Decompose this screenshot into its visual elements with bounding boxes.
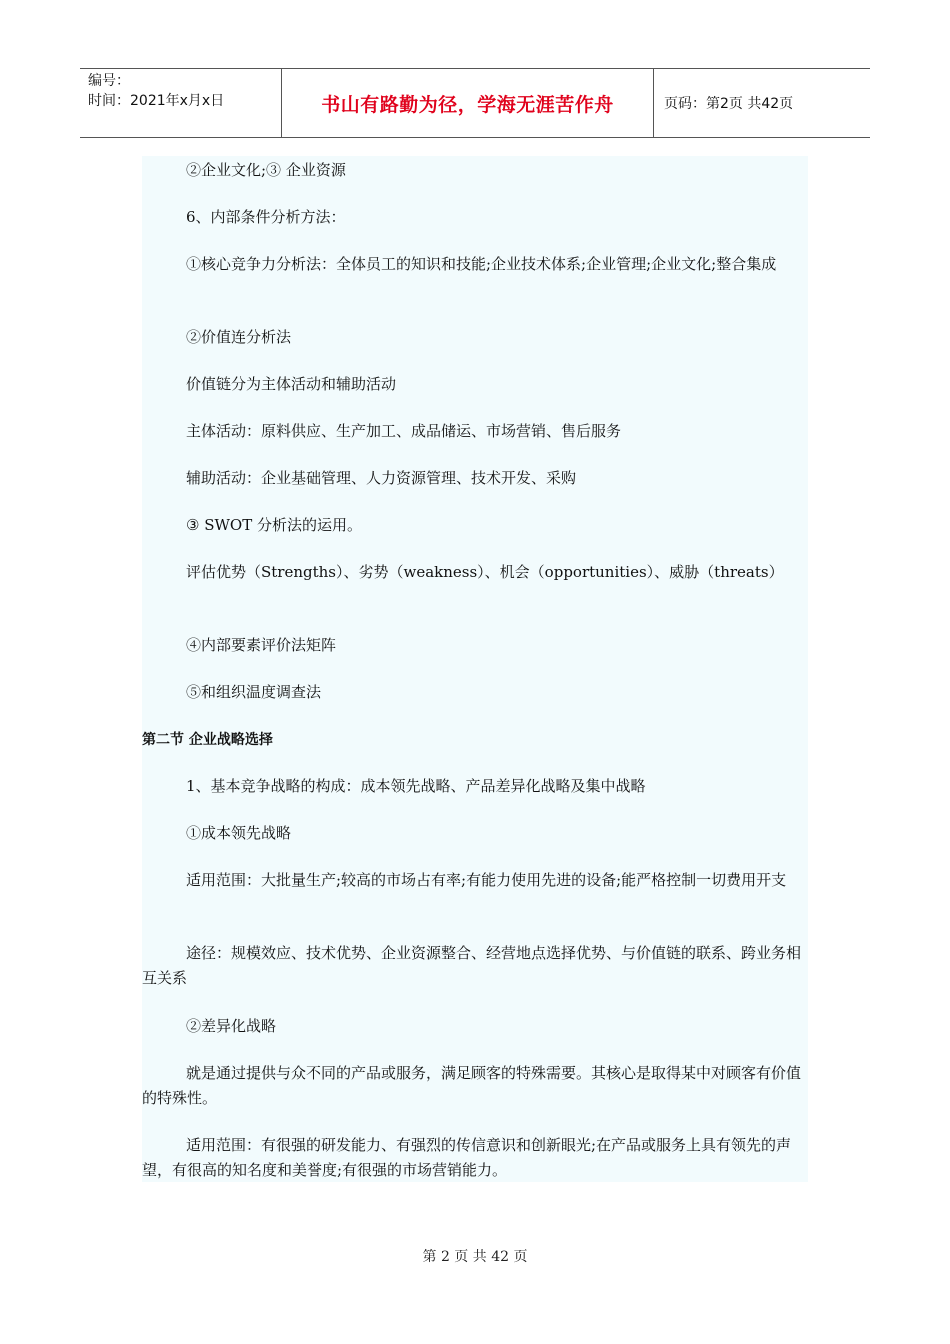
paragraph: ④内部要素评价法矩阵 (186, 636, 337, 654)
paragraph: ②价值连分析法 (186, 328, 292, 346)
paragraph: 适用范围：有很强的研发能力、有强烈的传信意识和创新眼光;在产品或服务上具有领先的声望，有很高的知名度和美誉度;有很强的市场营销能力。 (142, 1136, 792, 1179)
paragraph: ⑤和组织温度调查法 (186, 683, 322, 701)
paragraph: 辅助活动：企业基础管理、人力资源管理、技术开发、采购 (186, 469, 577, 487)
paragraph: 适用范围：大批量生产;较高的市场占有率;有能力使用先进的设备;能严格控制一切费用开支 (186, 871, 787, 889)
document-header (80, 68, 870, 138)
paragraph: ②企业文化;③ 企业资源 (186, 161, 346, 179)
header-meta (80, 69, 282, 137)
header-number-label: 编号： (88, 73, 130, 89)
document-body (142, 156, 808, 1182)
header-time-label: 时间：2021年x月x日 (88, 93, 225, 109)
paragraph: 1、基本竞争战略的构成：成本领先战略、产品差异化战略及集中战略 (186, 777, 646, 795)
paragraph: 途径：规模效应、技术优势、企业资源整合、经营地点选择优势、与价值链的联系、跨业务相互关系 (142, 944, 802, 987)
paragraph: 6、内部条件分析方法： (186, 208, 346, 226)
paragraph: ①核心竞争力分析法：全体员工的知识和技能;企业技术体系;企业管理;企业文化;整合集成 (186, 255, 777, 273)
paragraph: 主体活动：原料供应、生产加工、成品储运、市场营销、售后服务 (186, 422, 622, 440)
header-motto: 书山有路勤为径，学海无涯苦作舟 (282, 69, 654, 137)
paragraph: 评估优势（Strengths）、劣势（weakness）、机会（opportunities）、威胁（threats） (186, 563, 784, 581)
page-footer: 第 2 页 共 42 页 (422, 1249, 528, 1265)
section-heading: 第二节 企业战略选择 (142, 732, 273, 748)
paragraph: 就是通过提供与众不同的产品或服务，满足顾客的特殊需要。其核心是取得某中对顾客有价值的特殊性。 (142, 1064, 802, 1107)
paragraph: ①成本领先战略 (186, 824, 292, 842)
paragraph: ③ SWOT 分析法的运用。 (186, 516, 362, 534)
paragraph: 价值链分为主体活动和辅助活动 (186, 375, 397, 393)
paragraph: ②差异化战略 (186, 1017, 277, 1035)
header-page-info: 页码：第2页 共42页 (664, 96, 794, 112)
